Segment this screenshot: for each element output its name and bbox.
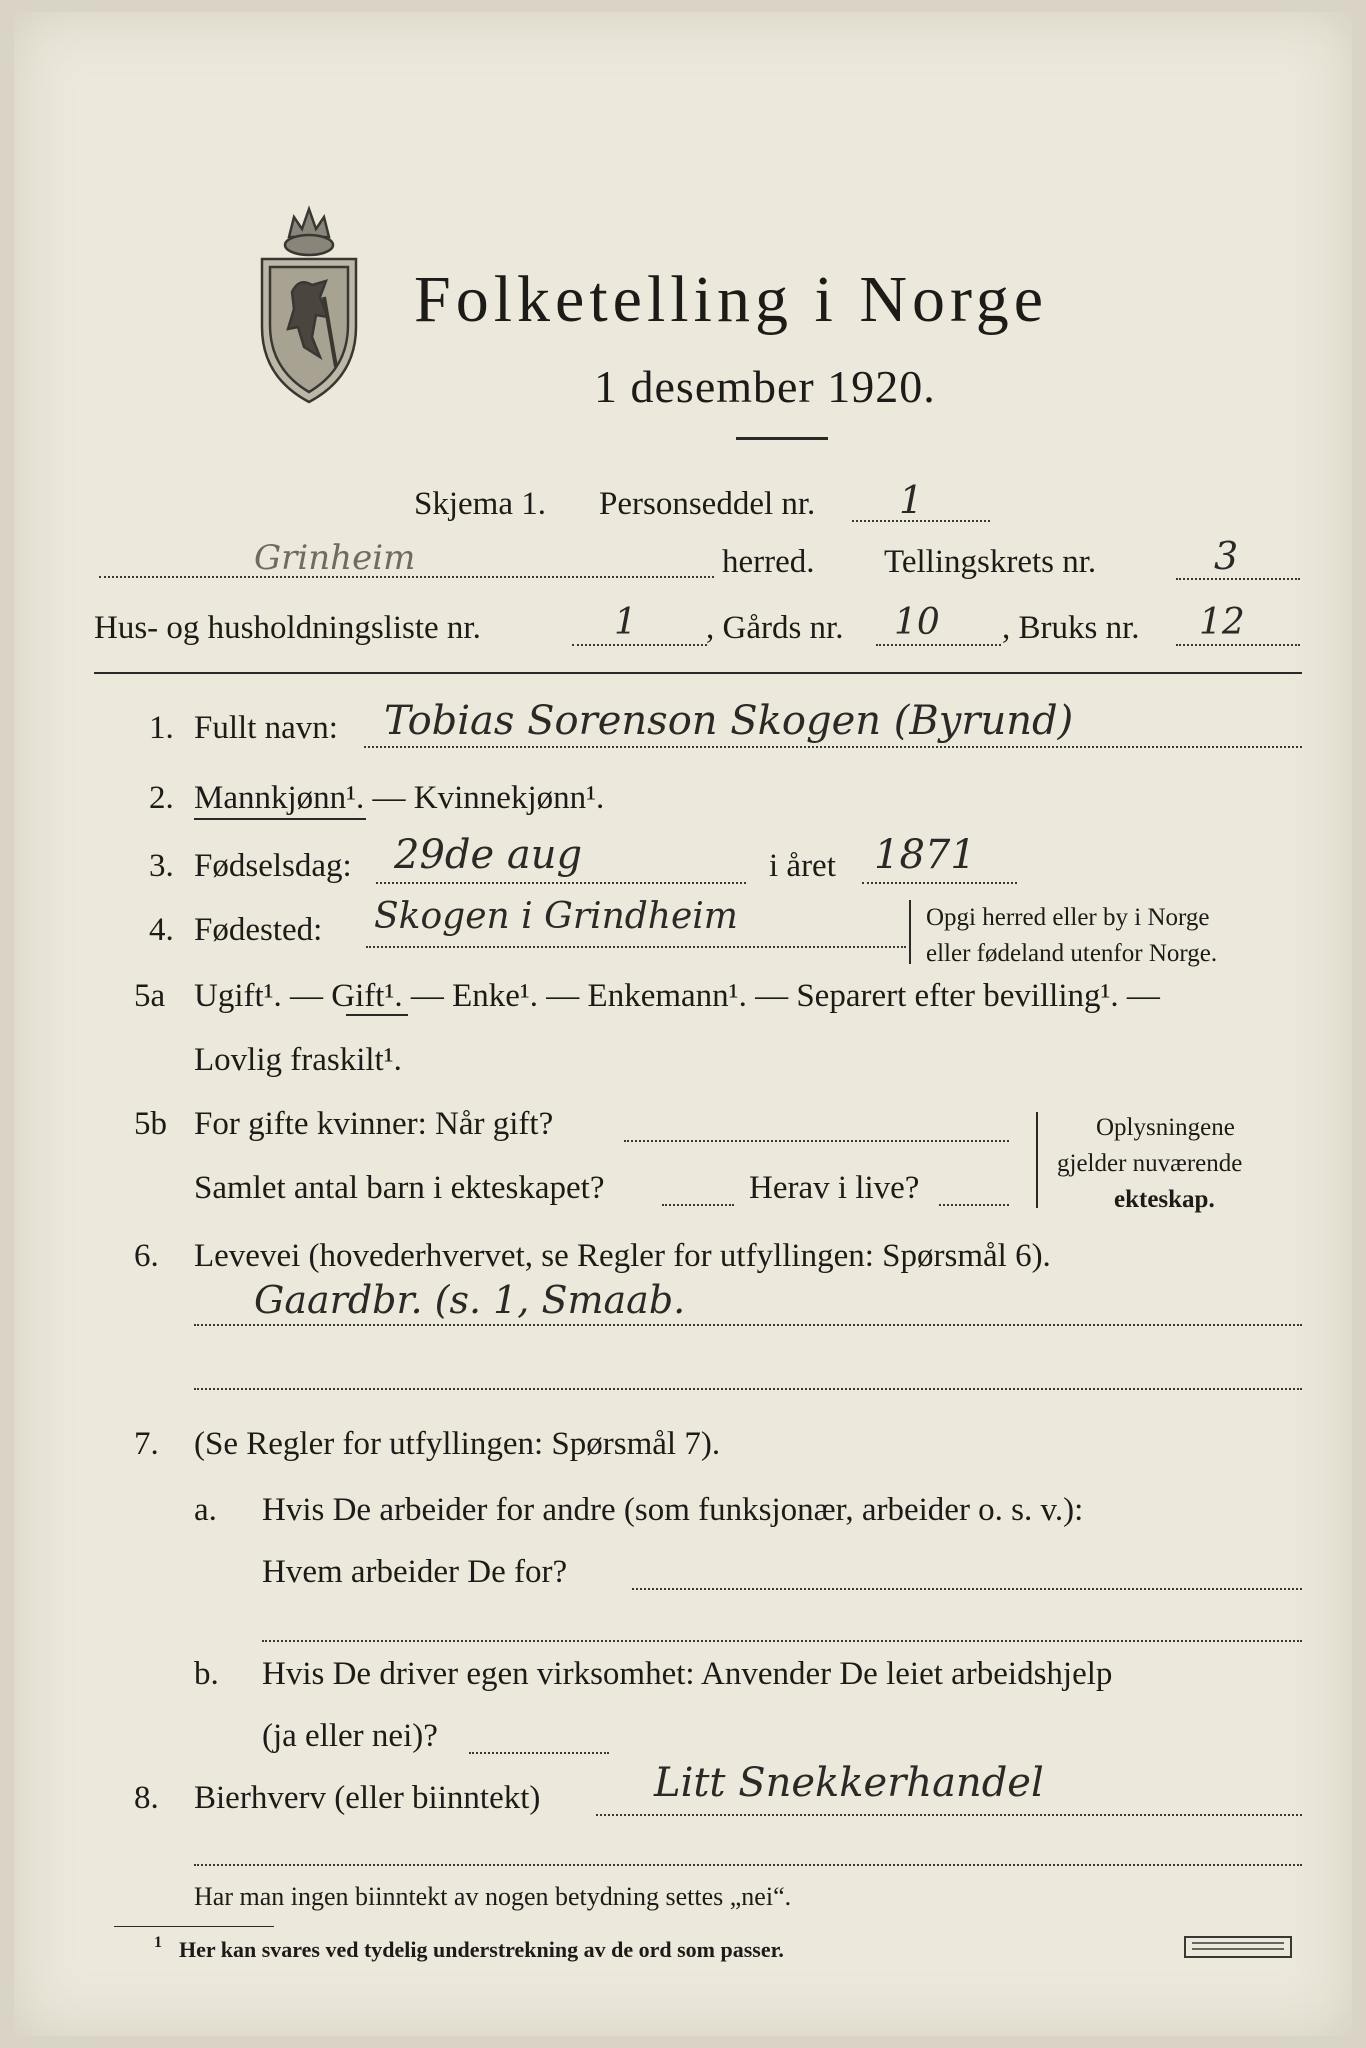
q5a-line-2: Lovlig fraskilt¹. — [194, 1042, 402, 1078]
tellingskrets-label: Tellingskrets nr. — [884, 544, 1097, 580]
q3-year-value: 1871 — [874, 832, 976, 878]
q8-number: 8. — [134, 1780, 159, 1816]
q4-label: Fødested: — [194, 912, 323, 948]
q7a-line-2 — [262, 1640, 1302, 1642]
q6-line-1 — [194, 1324, 1302, 1326]
q7b-text: Hvis De driver egen virksomhet: Anvender De leiet arbeidshjelp — [262, 1656, 1113, 1692]
footer-note: Har man ingen biinntekt av nogen betydning settes „nei“. — [194, 1882, 792, 1911]
q2-underline — [194, 818, 366, 820]
q3-year-line — [862, 882, 1017, 884]
q7a-letter: a. — [194, 1492, 217, 1528]
husliste-label: Hus- og husholdningsliste nr. — [94, 610, 481, 646]
q5a-underline — [346, 1014, 408, 1016]
q1-value: Tobias Sorenson Skogen (Byrund) — [384, 698, 1074, 744]
q7-number: 7. — [134, 1426, 159, 1462]
q4-bracket — [909, 900, 917, 964]
gards-value: 10 — [894, 602, 940, 643]
q1-label: Fullt navn: — [194, 710, 338, 746]
bruks-label: , Bruks nr. — [1002, 610, 1140, 646]
q3-year-label: i året — [769, 848, 836, 884]
q5b-note-2: gjelder nuværende — [1057, 1150, 1243, 1177]
q4-value: Skogen i Grindheim — [374, 896, 738, 937]
husliste-value: 1 — [614, 602, 637, 643]
q8-line-2 — [194, 1864, 1302, 1866]
q7b-question: (ja eller nei)? — [262, 1718, 438, 1754]
q3-day-value: 29de aug — [394, 832, 583, 878]
q2-label: Mannkjønn¹. — Kvinnekjønn¹. — [194, 780, 605, 816]
norwegian-coat-of-arms-icon — [254, 197, 364, 412]
q5b-alive-label: Herav i live? — [749, 1170, 920, 1206]
skjema-label: Skjema 1. — [414, 486, 546, 522]
q3-label: Fødselsdag: — [194, 848, 352, 884]
q5b-line-1: For gifte kvinner: Når gift? — [194, 1106, 554, 1142]
footnote-text: Her kan svares ved tydelig understrekning av de ord som passer. — [179, 1937, 784, 1962]
q7-label: (Se Regler for utfyllingen: Spørsmål 7). — [194, 1426, 721, 1462]
q5a-line-1: Ugift¹. — Gift¹. — Enke¹. — Enkemann¹. — Separert efter bevilling¹. — — [194, 978, 1160, 1014]
q5b-bracket — [1036, 1112, 1046, 1208]
q5b-note-3: ekteskap. — [1114, 1186, 1215, 1213]
q8-value: Litt Snekkerhandel — [654, 1760, 1044, 1806]
q2-number: 2. — [149, 780, 174, 816]
bruks-line — [1176, 644, 1300, 646]
gards-label: , Gårds nr. — [706, 610, 844, 646]
printer-stamp — [1184, 1936, 1292, 1958]
q5b-children-line — [662, 1204, 734, 1206]
q5b-alive-line — [939, 1204, 1009, 1206]
q7a-text: Hvis De arbeider for andre (som funksjonær, arbeider o. s. v.): — [262, 1492, 1084, 1528]
header-divider — [94, 672, 1302, 674]
q6-number: 6. — [134, 1238, 159, 1274]
form-title: Folketelling i Norge — [414, 263, 1049, 336]
herred-label: herred. — [722, 544, 815, 580]
footer-divider — [114, 1926, 274, 1927]
q5b-note-1: Oplysningene — [1096, 1114, 1235, 1141]
tellingskrets-line — [1176, 578, 1300, 580]
q7a-question: Hvem arbeider De for? — [262, 1554, 568, 1590]
q6-label: Levevei (hovederhvervet, se Regler for utfyllingen: Spørsmål 6). — [194, 1238, 1051, 1274]
q8-line — [596, 1814, 1302, 1816]
title-divider — [736, 437, 828, 440]
q7a-line-1 — [632, 1588, 1302, 1590]
q1-line — [364, 746, 1302, 748]
q5b-married-line — [624, 1140, 1009, 1142]
q4-number: 4. — [149, 912, 174, 948]
q8-label: Bierhverv (eller biinntekt) — [194, 1780, 541, 1816]
q7b-letter: b. — [194, 1656, 219, 1692]
form-date: 1 desember 1920. — [594, 361, 936, 412]
gards-line — [876, 644, 1001, 646]
q1-number: 1. — [149, 710, 174, 746]
q7b-line — [469, 1752, 609, 1754]
census-form — [14, 12, 1352, 2036]
tellingskrets-value: 3 — [1214, 534, 1239, 578]
q4-note-2: eller fødeland utenfor Norge. — [926, 940, 1218, 967]
husliste-line — [572, 644, 707, 646]
q5b-number: 5b — [134, 1106, 167, 1142]
footnote-number: 1 — [154, 1934, 162, 1951]
personseddel-label: Personseddel nr. — [599, 486, 816, 522]
q4-line — [366, 946, 906, 948]
q6-line-2 — [194, 1388, 1302, 1390]
herred-value: Grinheim — [254, 538, 416, 578]
bruks-value: 12 — [1199, 602, 1245, 643]
q3-day-line — [376, 882, 746, 884]
q5a-number: 5a — [134, 978, 166, 1014]
personseddel-value: 1 — [899, 478, 924, 522]
q3-number: 3. — [149, 848, 174, 884]
q6-value: Gaardbr. (s. 1, Smaab. — [254, 1278, 686, 1322]
q4-note-1: Opgi herred eller by i Norge — [926, 904, 1210, 931]
q5b-children-label: Samlet antal barn i ekteskapet? — [194, 1170, 605, 1206]
